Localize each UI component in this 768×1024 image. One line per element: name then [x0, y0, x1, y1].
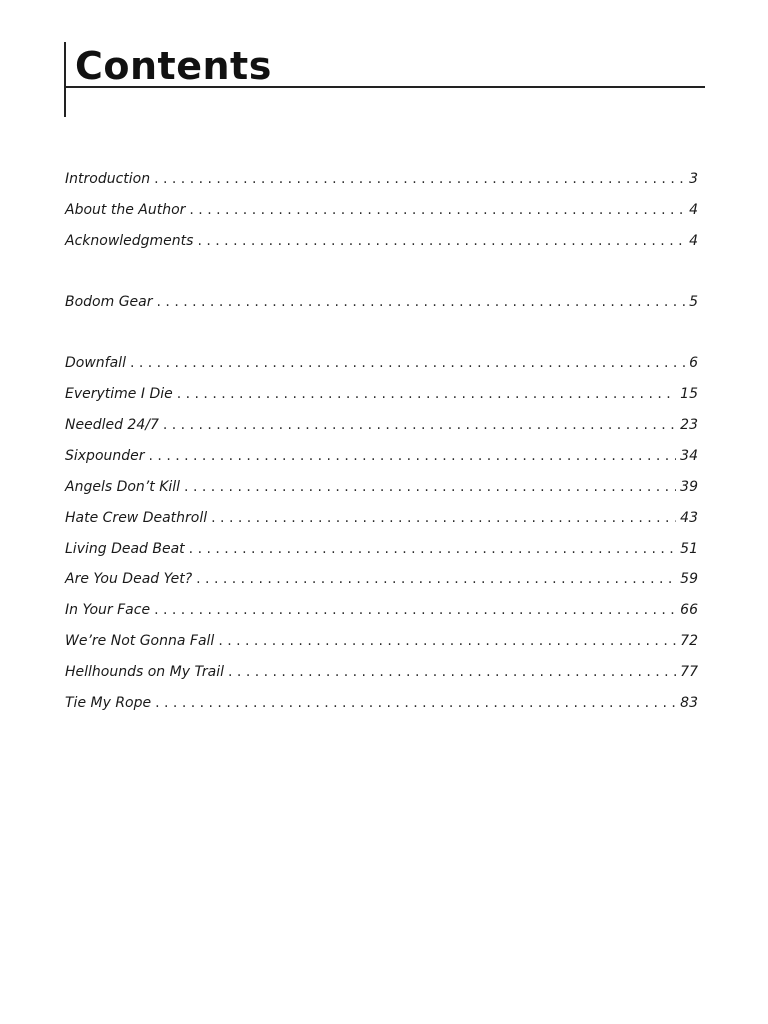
toc-entry-title: Are You Dead Yet?: [65, 571, 193, 587]
toc-entry-page: 66: [680, 602, 698, 618]
toc-entry-everytime-i-die[interactable]: [65, 383, 698, 405]
toc-entry-page: 5: [689, 294, 698, 310]
toc-entry-page: 4: [689, 233, 698, 249]
toc-entry-page: 39: [680, 479, 698, 495]
toc-entry-sixpounder[interactable]: [65, 445, 698, 467]
toc-entry-page: 15: [680, 386, 698, 402]
toc-dot-leader: [155, 692, 676, 714]
toc-entry-needled-24-7[interactable]: [65, 414, 698, 436]
toc-dot-leader: [196, 568, 676, 590]
toc-entry-page: 77: [680, 664, 698, 680]
toc-dot-leader: [218, 630, 676, 652]
toc-entry-title: We’re Not Gonna Fall: [65, 633, 215, 649]
toc-entry-about-the-author[interactable]: [65, 199, 698, 221]
page-title: Contents: [75, 44, 272, 88]
toc-entry-page: 43: [680, 510, 698, 526]
toc-entry-acknowledgments[interactable]: [65, 230, 698, 252]
toc-dot-leader: [157, 291, 686, 313]
toc-entry-title: Needled 24/7: [65, 417, 159, 433]
toc-entry-page: 59: [680, 571, 698, 587]
toc-entry-title: Introduction: [65, 171, 151, 187]
toc-entry-page: 6: [689, 355, 698, 371]
toc-entry-title: Everytime I Die: [65, 386, 173, 402]
toc-entry-angels-dont-kill[interactable]: [65, 476, 698, 498]
toc-entry-title: About the Author: [65, 202, 186, 218]
toc-entry-in-your-face[interactable]: [65, 599, 698, 621]
toc-entry-title: Bodom Gear: [65, 294, 153, 310]
toc-entry-page: 83: [680, 695, 698, 711]
toc-entry-title: Angels Don’t Kill: [65, 479, 181, 495]
toc-entry-title: Tie My Rope: [65, 695, 152, 711]
toc-entry-title: In Your Face: [65, 602, 151, 618]
header-vertical-rule: [64, 42, 66, 117]
toc-entry-title: Hellhounds on My Trail: [65, 664, 225, 680]
toc-dot-leader: [189, 199, 685, 221]
toc-entry-title: Sixpounder: [65, 448, 145, 464]
toc-dot-leader: [189, 538, 677, 560]
toc-entry-downfall[interactable]: [65, 352, 698, 374]
toc-entry-title: Living Dead Beat: [65, 541, 185, 557]
toc-entry-page: 51: [680, 541, 698, 557]
toc-entry-title: Hate Crew Deathroll: [65, 510, 208, 526]
toc-entry-title: Downfall: [65, 355, 126, 371]
toc-entry-introduction[interactable]: [65, 168, 698, 190]
toc-entry-were-not-gonna-fall[interactable]: [65, 630, 698, 652]
toc-dot-leader: [154, 599, 676, 621]
toc-entry-page: 72: [680, 633, 698, 649]
toc-dot-leader: [184, 476, 676, 498]
toc-entry-living-dead-beat[interactable]: [65, 538, 698, 560]
toc-dot-leader: [163, 414, 676, 436]
toc-dot-leader: [211, 507, 676, 529]
toc-entry-page: 23: [680, 417, 698, 433]
toc-entry-title: Acknowledgments: [65, 233, 194, 249]
toc-entry-tie-my-rope[interactable]: [65, 692, 698, 714]
toc-entry-hellhounds-on-my-trail[interactable]: [65, 661, 698, 683]
toc-entry-hate-crew-deathroll[interactable]: [65, 507, 698, 529]
toc-dot-leader: [177, 383, 676, 405]
toc-entry-page: 3: [689, 171, 698, 187]
toc-entry-bodom-gear[interactable]: [65, 291, 698, 313]
toc-dot-leader: [197, 230, 685, 252]
toc-entry-are-you-dead-yet[interactable]: [65, 568, 698, 590]
toc-dot-leader: [149, 445, 677, 467]
toc-entry-page: 4: [689, 202, 698, 218]
toc-dot-leader: [130, 352, 685, 374]
toc-entry-page: 34: [680, 448, 698, 464]
toc-dot-leader: [228, 661, 676, 683]
toc-dot-leader: [154, 168, 685, 190]
